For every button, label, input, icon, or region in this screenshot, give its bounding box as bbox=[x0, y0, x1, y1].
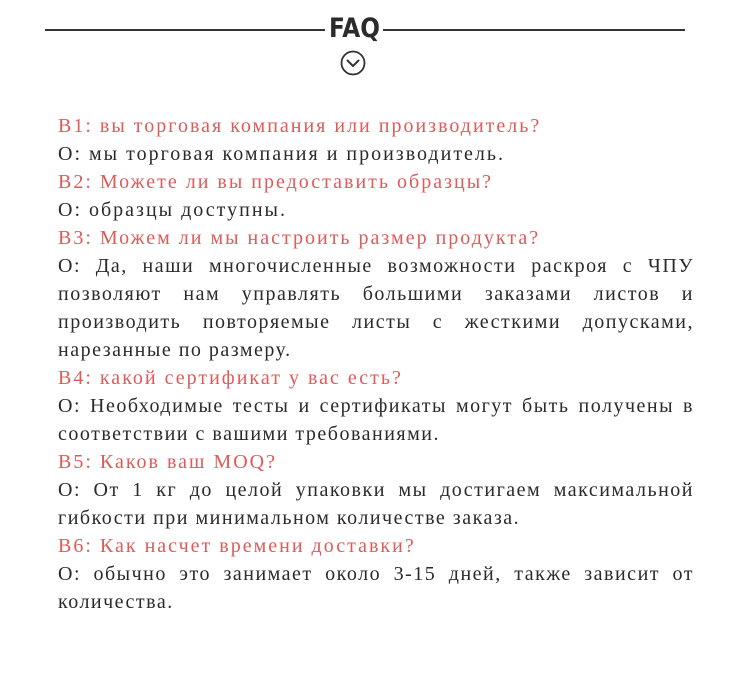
faq-answer: О: обычно это занимает около 3-15 дней, также зависит от количества. bbox=[58, 563, 694, 613]
faq-question: В4: какой сертификат у вас есть? bbox=[58, 367, 403, 389]
faq-item bbox=[58, 168, 694, 224]
header-rule-left bbox=[45, 29, 325, 31]
faq-item bbox=[58, 532, 694, 616]
faq-header bbox=[0, 0, 750, 90]
faq-answer: О: мы торговая компания и производитель. bbox=[58, 143, 506, 165]
faq-item bbox=[58, 448, 694, 532]
faq-item bbox=[58, 364, 694, 448]
faq-answer: О: Да, наши многочисленные возможности раскроя с ЧПУ позволяют нам управлять большими заказами листов и производить повторяемые листы с жесткими допусками, нарезанные по размеру. bbox=[58, 255, 694, 361]
faq-list bbox=[58, 112, 694, 616]
faq-answer: О: От 1 кг до целой упаковки мы достигаем максимальной гибкости при минимальном количестве заказа. bbox=[58, 479, 694, 529]
faq-item bbox=[58, 224, 694, 364]
faq-question: В1: вы торговая компания или производитель? bbox=[58, 115, 542, 137]
faq-answer: О: Необходимые тесты и сертификаты могут быть получены в соответствии с вашими требованиями. bbox=[58, 395, 694, 445]
faq-question: В3: Можем ли мы настроить размер продукта? bbox=[58, 227, 541, 249]
chevron-down-circle-icon bbox=[340, 50, 366, 76]
faq-question: В6: Как насчет времени доставки? bbox=[58, 535, 416, 557]
faq-question: В2: Можете ли вы предоставить образцы? bbox=[58, 171, 494, 193]
faq-question: В5: Каков ваш MOQ? bbox=[58, 451, 277, 473]
header-rule-right bbox=[383, 29, 685, 31]
faq-answer: О: образцы доступны. bbox=[58, 199, 287, 221]
page-title: FAQ bbox=[329, 13, 380, 44]
faq-item bbox=[58, 112, 694, 168]
